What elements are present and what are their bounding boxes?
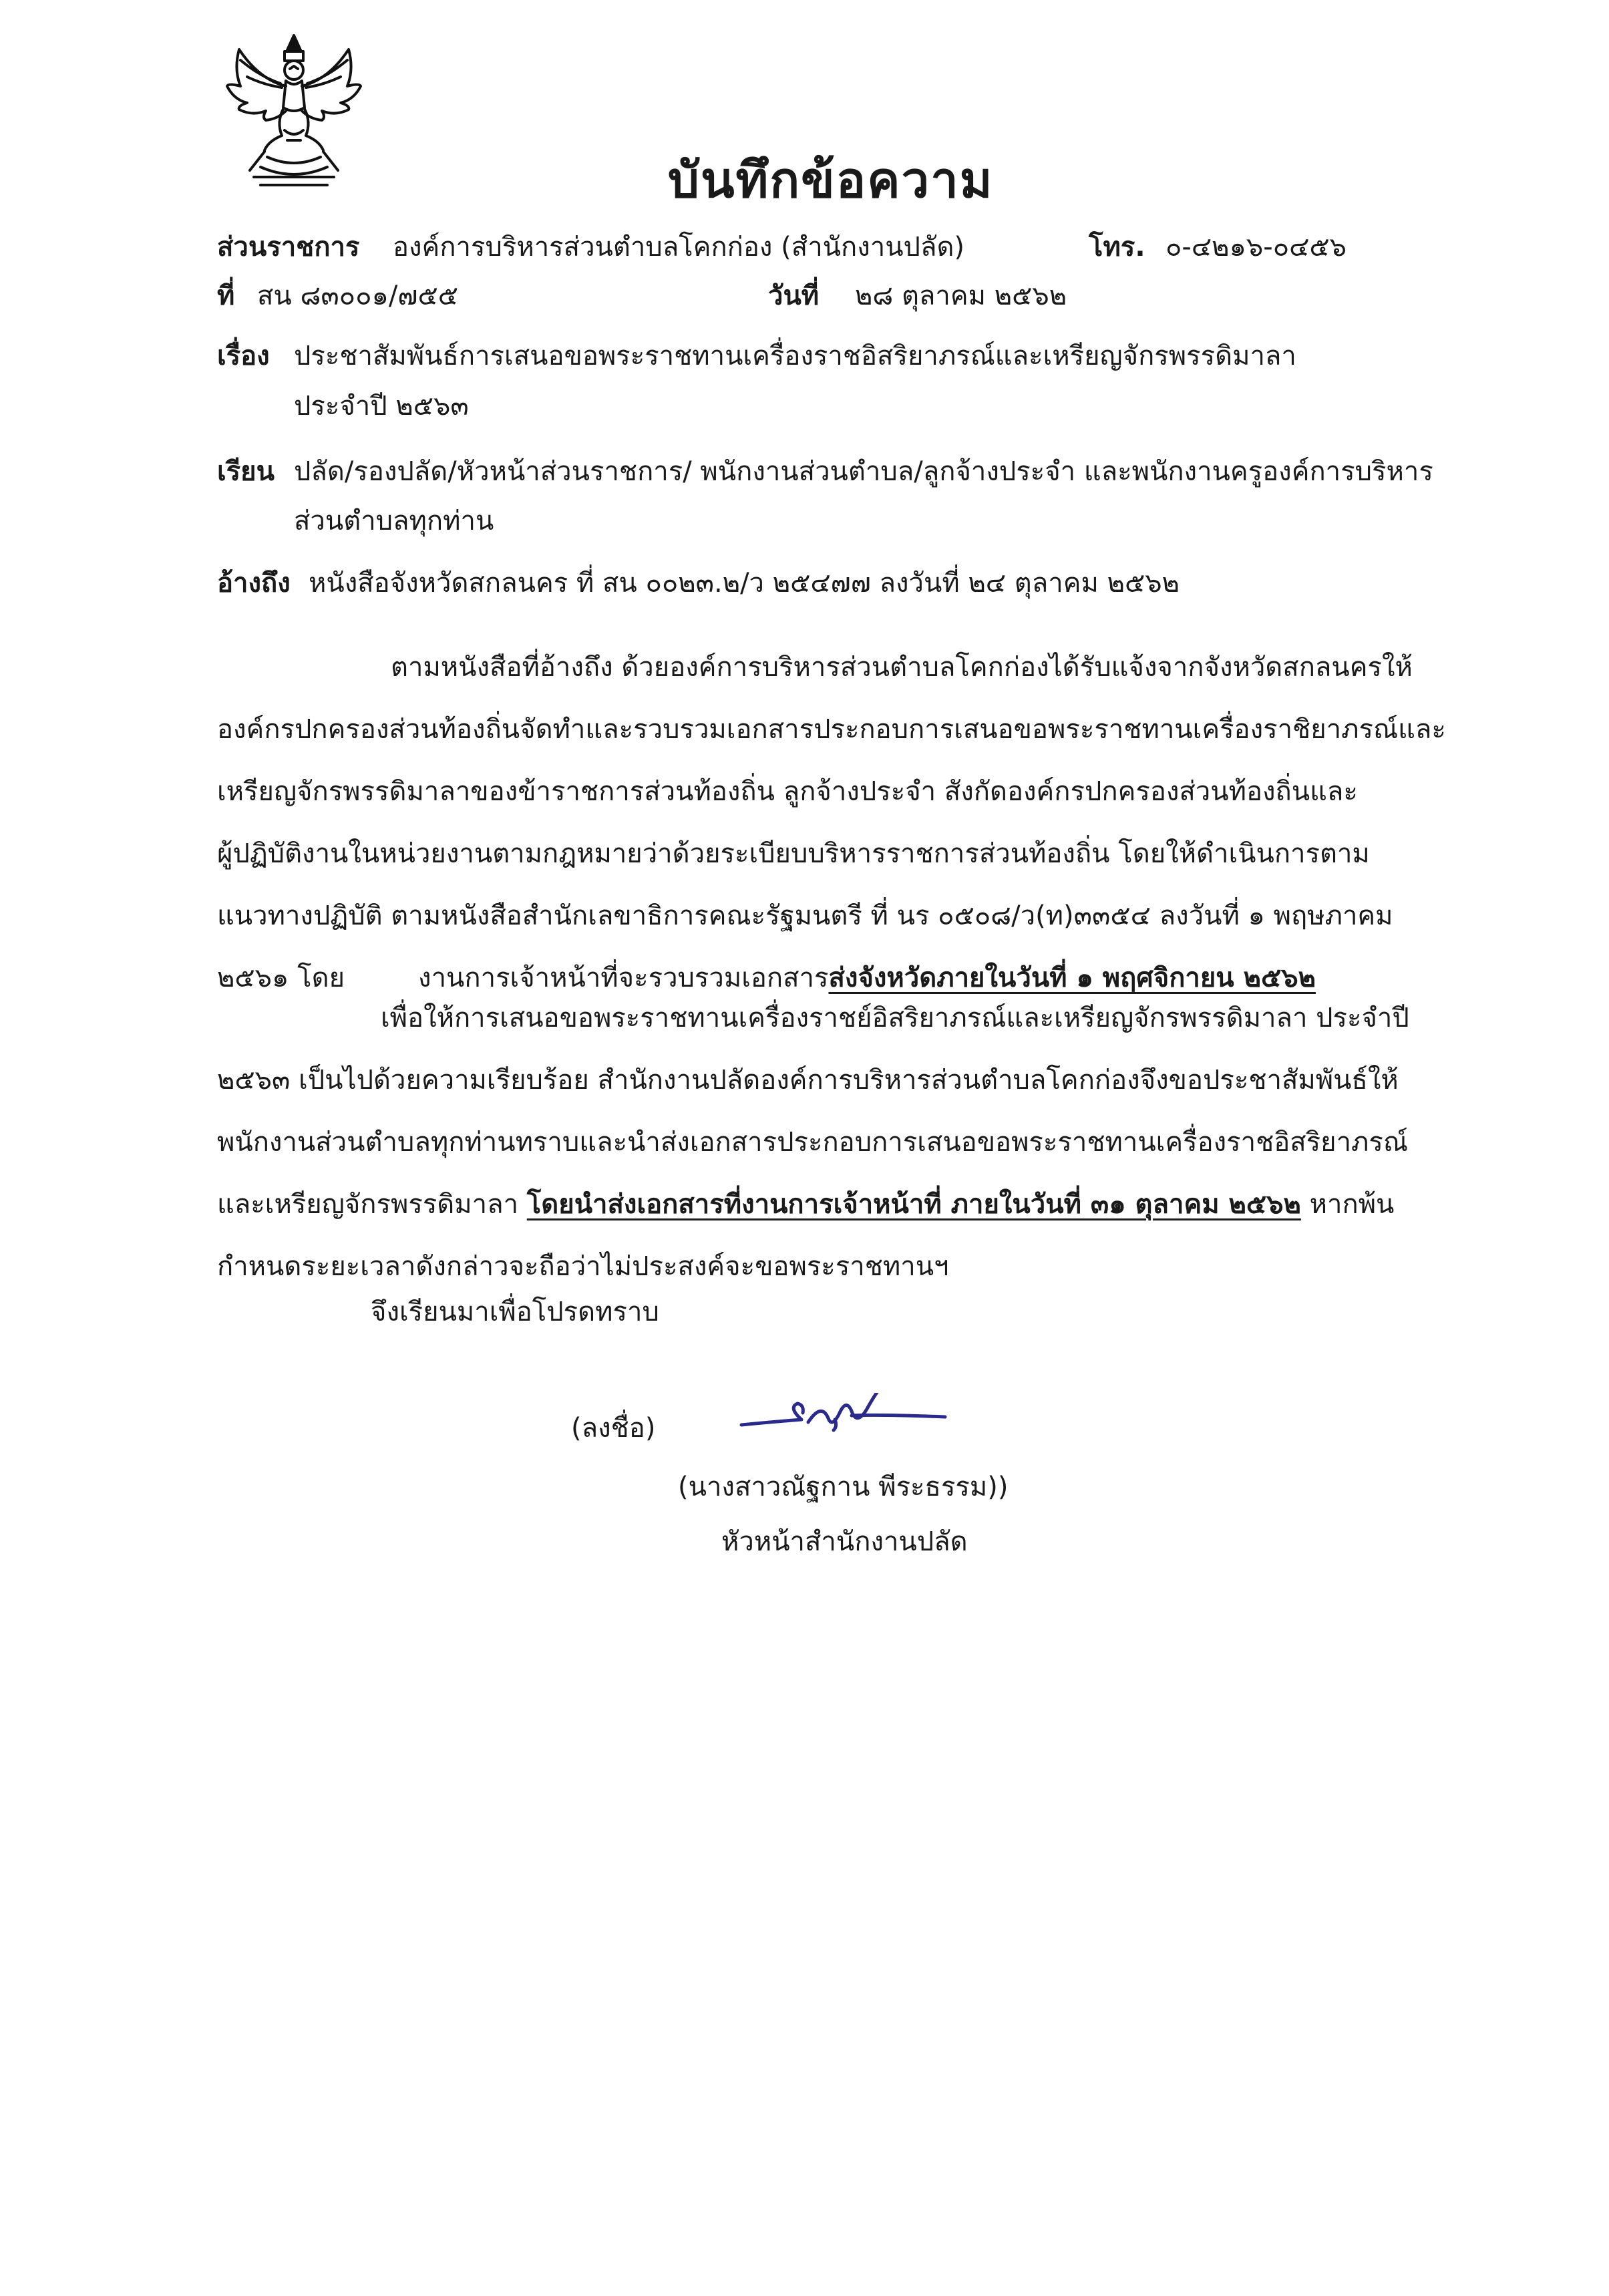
deadline-submit: โดยนำส่งเอกสารที่งานการเจ้าหน้าที่ ภายในวันที่ ๓๑ ตุลาคม ๒๕๖๒: [526, 1189, 1301, 1220]
paragraph-fragment: หากพ้น: [1309, 1189, 1395, 1220]
paragraph-1: [217, 637, 1479, 1009]
paragraph-line: แนวทางปฏิบัติ ตามหนังสือสำนักเลขาธิการคณะรัฐมนตรี ที่ นร ๐๕๐๘/ว(ท)๓๓๕๔ ลงวันที่ ๑ พฤษภาคม: [217, 900, 1393, 931]
to-line-2: ส่วนตำบลทุกท่าน: [294, 506, 494, 536]
date-value: ๒๘ ตุลาคม ๒๕๖๒: [855, 281, 1067, 311]
subject-label: เรื่อง: [217, 341, 270, 371]
ref-value: สน ๘๓๐๐๑/๗๕๕: [257, 281, 458, 311]
paragraph-line: [217, 1174, 1479, 1236]
paragraph-line: ผู้ปฏิบัติงานในหน่วยงานตามกฎหมายว่าด้วยระเบียบบริหารราชการส่วนท้องถิ่น โดยให้ดำเนินการตาม: [217, 838, 1370, 869]
date-label: วันที่: [768, 281, 820, 311]
signer-position: หัวหน้าสำนักงานปลัด: [721, 1526, 968, 1557]
to-line-1: ปลัด/รองปลัด/หัวหน้าส่วนราชการ/ พนักงานส่วนตำบล/ลูกจ้างประจำ และพนักงานครูองค์การบริหาร: [294, 456, 1433, 487]
agency-label: ส่วนราชการ: [217, 232, 360, 263]
handwritten-signature: [735, 1393, 955, 1440]
paragraph-line: องค์กรปกครองส่วนท้องถิ่นจัดทำและรวบรวมเอกสารประกอบการเสนอขอพระราชทานเครื่องราชิยาภรณ์และ: [217, 714, 1446, 745]
agency-value: องค์การบริหารส่วนตำบลโคกก่อง (สำนักงานปลัด): [393, 232, 965, 263]
paragraph-line: ๒๕๖๓ เป็นไปด้วยความเรียบร้อย สำนักงานปลัดองค์การบริหารส่วนตำบลโคกก่องจึงขอประชาสัมพันธ์ให้: [217, 1065, 1399, 1096]
reference-label: อ้างถึง: [217, 568, 291, 599]
paragraph-line: พนักงานส่วนตำบลทุกท่านทราบและนำส่งเอกสารประกอบการเสนอขอพระราชทานเครื่องราชอิสริยาภรณ์: [217, 1127, 1409, 1158]
subject-line-1: ประชาสัมพันธ์การเสนอขอพระราชทานเครื่องราชอิสริยาภรณ์และเหรียญจักรพรรดิมาลา: [294, 341, 1296, 371]
subject-line-2: ประจำปี ๒๕๖๓: [294, 391, 469, 422]
paragraph-line: เหรียญจักรพรรดิมาลาของข้าราชการส่วนท้องถิ่น ลูกจ้างประจำ สังกัดองค์กรปกครองส่วนท้องถิ่นและ: [217, 776, 1358, 807]
paragraph-fragment: งานการเจ้าหน้าที่จะรวบรวมเอกสาร: [418, 963, 829, 993]
sign-label: (ลงชื่อ): [571, 1413, 656, 1444]
paragraph-line: กำหนดระยะเวลาดังกล่าวจะถือว่าไม่ประสงค์จะขอพระราชทานฯ: [217, 1251, 949, 1282]
deadline-province: ส่งจังหวัดภายในวันที่ ๑ พฤศจิกายน ๒๕๖๒: [828, 963, 1316, 993]
closing-text: จึงเรียนมาเพื่อโปรดทราบ: [371, 1297, 659, 1327]
to-label: เรียน: [217, 456, 275, 487]
paragraph-fragment: ๒๕๖๑ โดย: [217, 963, 345, 993]
phone-value: ๐-๔๒๑๖-๐๔๕๖: [1166, 232, 1347, 263]
document-title: บันทึกข้อความ: [668, 152, 994, 209]
reference-value: หนังสือจังหวัดสกลนคร ที่ สน ๐๐๒๓.๒/ว ๒๕๔๗๗ ลงวันที่ ๒๔ ตุลาคม ๒๕๖๒: [309, 568, 1180, 599]
paragraph-2: [217, 987, 1479, 1298]
paragraph-line: ตามหนังสือที่อ้างถึง ด้วยองค์การบริหารส่วนตำบลโคกก่องได้รับแจ้งจากจังหวัดสกลนครให้: [391, 652, 1413, 683]
phone-label: โทร.: [1089, 232, 1145, 263]
garuda-emblem: [220, 30, 367, 194]
paragraph-fragment: และเหรียญจักรพรรดิมาลา: [217, 1189, 519, 1220]
ref-label: ที่: [217, 281, 235, 311]
paragraph-line: เพื่อให้การเสนอขอพระราชทานเครื่องราชย์อิสริยาภรณ์และเหรียญจักรพรรดิมาลา ประจำปี: [381, 1003, 1409, 1033]
signer-name: (นางสาวณัฐกาน พีระธรรม)): [678, 1472, 1009, 1502]
